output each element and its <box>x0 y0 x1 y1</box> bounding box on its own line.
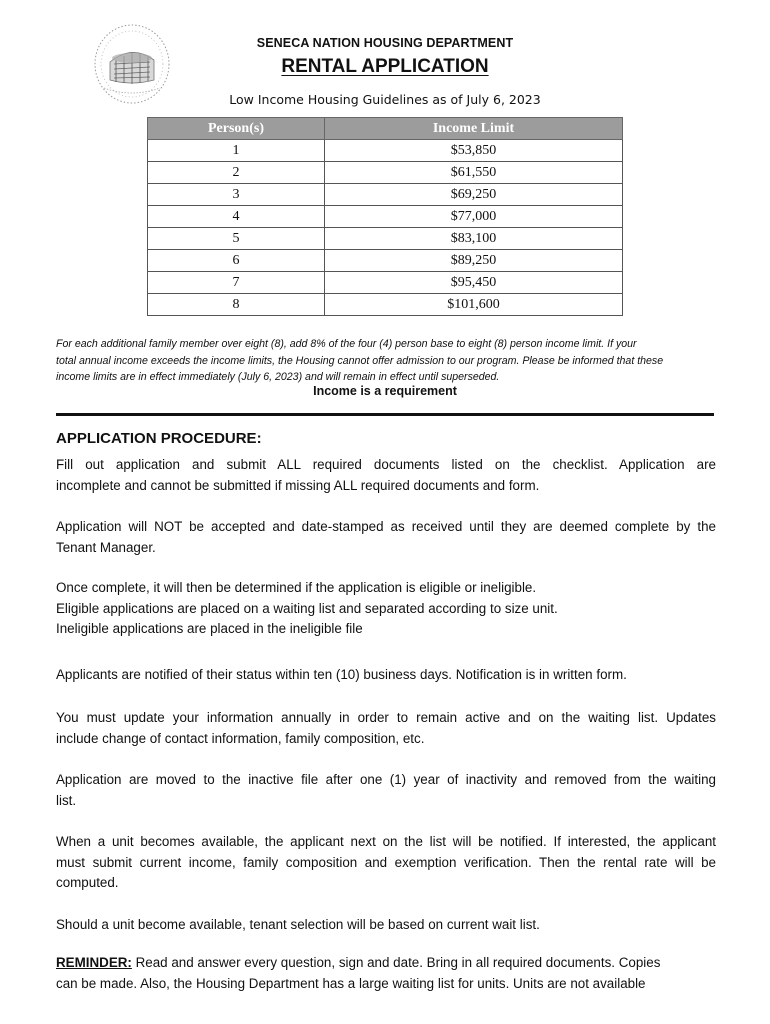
procedure-paragraph-eligibility <box>56 578 716 640</box>
table-row <box>148 140 623 162</box>
persons-cell: 1 <box>148 140 325 162</box>
persons-cell: 8 <box>148 294 325 316</box>
table-row <box>148 272 623 294</box>
note-line: For each additional family member over eight (8), add 8% of the four (4) person base to eight (8) person income limit. If your <box>56 338 637 350</box>
table-row <box>148 228 623 250</box>
table-row <box>148 162 623 184</box>
title-text: RENTAL APPLICATION <box>281 56 489 77</box>
persons-cell: 4 <box>148 206 325 228</box>
procedure-paragraph-date-stamp <box>56 517 716 558</box>
procedure-paragraph-inactive <box>56 770 716 811</box>
paragraph-line: include change of contact information, family composition, etc. <box>56 730 425 746</box>
procedure-heading: APPLICATION PROCEDURE: <box>56 430 262 447</box>
persons-cell: 2 <box>148 162 325 184</box>
paragraph-line: When a unit becomes available, the applicant next on the list will be notified. If interested, the applicant <box>56 834 716 849</box>
income-limits-table <box>147 117 623 316</box>
persons-cell: 5 <box>148 228 325 250</box>
paragraph-line: Should a unit become available, tenant selection will be based on current wait list. <box>56 917 540 932</box>
procedure-paragraph-unit-available <box>56 832 716 894</box>
paragraph-line: You must update your information annually in order to remain active and on the waiting list. Updates <box>56 710 716 725</box>
income-limit-cell: $83,100 <box>325 228 623 250</box>
reminder-text: Read and answer every question, sign and date. Bring in all required documents. Copies <box>131 955 661 970</box>
paragraph-line: list. <box>56 792 77 808</box>
procedure-paragraph-annual-update <box>56 708 716 749</box>
column-header-income-limit: Income Limit <box>325 118 623 140</box>
paragraph-line: Application will NOT be accepted and date-stamped as received until they are deemed complete by the <box>56 519 716 534</box>
column-header-persons: Person(s) <box>148 118 325 140</box>
paragraph-line: Ineligible applications are placed in the ineligible file <box>56 621 363 636</box>
paragraph-line: incomplete and cannot be submitted if missing ALL required documents and form. <box>56 477 540 493</box>
note-line: total annual income exceeds the income limits, the Housing cannot offer admission to our program. Please be informed that these <box>56 354 664 367</box>
section-divider <box>56 413 714 416</box>
income-limit-cell: $89,250 <box>325 250 623 272</box>
paragraph-line: Fill out application and submit ALL required documents listed on the checklist. Application are <box>56 457 716 472</box>
reminder-paragraph <box>56 953 716 994</box>
persons-cell: 7 <box>148 272 325 294</box>
page-title <box>0 56 770 78</box>
reminder-label: REMINDER: <box>56 955 132 970</box>
paragraph-line: can be made. Also, the Housing Department has a large waiting list for units. Units are not available <box>56 975 646 991</box>
procedure-paragraph-notification <box>56 665 716 686</box>
persons-cell: 3 <box>148 184 325 206</box>
paragraph-line: computed. <box>56 875 119 890</box>
income-limit-cell: $61,550 <box>325 162 623 184</box>
paragraph-line: must submit current income, family composition and exemption verification. Then the rental rate will be <box>56 854 716 870</box>
income-limit-note <box>56 336 716 386</box>
paragraph-line: Application are moved to the inactive file after one (1) year of inactivity and removed from the waiting <box>56 772 716 787</box>
table-header-row <box>148 118 623 140</box>
income-limit-cell: $69,250 <box>325 184 623 206</box>
procedure-paragraph-tenant-selection <box>56 915 716 936</box>
table-row <box>148 250 623 272</box>
income-limit-cell: $53,850 <box>325 140 623 162</box>
paragraph-line: Eligible applications are placed on a waiting list and separated according to size unit. <box>56 600 558 616</box>
income-requirement-text: Income is a requirement <box>313 384 457 398</box>
income-limit-cell: $95,450 <box>325 272 623 294</box>
paragraph-line: Applicants are notified of their status within ten (10) business days. Notification is in written form. <box>56 667 627 682</box>
paragraph-line: Tenant Manager. <box>56 539 156 555</box>
paragraph-line <box>56 953 716 974</box>
income-limit-cell: $77,000 <box>325 206 623 228</box>
table-row <box>148 206 623 228</box>
table-row <box>148 294 623 316</box>
note-line: income limits are in effect immediately (July 6, 2023) and will remain in effect until superseded. <box>56 371 500 383</box>
paragraph-line: Once complete, it will then be determined if the application is eligible or ineligible. <box>56 580 537 595</box>
persons-cell: 6 <box>148 250 325 272</box>
procedure-paragraph-checklist <box>56 455 716 496</box>
income-limit-cell: $101,600 <box>325 294 623 316</box>
guidelines-caption: Low Income Housing Guidelines as of July 6, 2023 <box>229 92 541 107</box>
table-row <box>148 184 623 206</box>
department-name: SENECA NATION HOUSING DEPARTMENT <box>256 36 514 50</box>
